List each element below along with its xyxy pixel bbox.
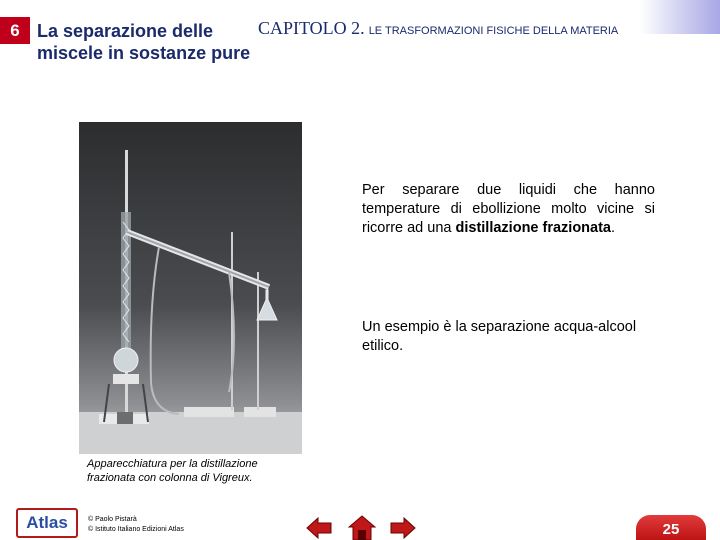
section-number-badge: 6 (0, 17, 30, 44)
key-term: distillazione frazionata (455, 220, 611, 236)
paragraph-end: . (611, 220, 616, 236)
logo-text: Atlas (26, 513, 68, 532)
credit-author: © Paolo Pistarà (88, 516, 137, 523)
chapter-subtitle: LE TRASFORMAZIONI FISICHE DELLA MATERIA (368, 25, 619, 37)
copyright-credits (88, 515, 184, 535)
arrow-left-icon (305, 516, 333, 540)
distillation-apparatus-photo (79, 122, 302, 454)
page-number-badge: 25 (636, 515, 706, 540)
figure-caption: Apparecchiatura per la distillazione frazionata con colonna di Vigreux. (87, 458, 258, 484)
credit-publisher: © Istituto Italiano Edizioni Atlas (88, 526, 184, 533)
chapter-heading (258, 18, 618, 39)
arrow-right-icon (389, 516, 417, 540)
paragraph-text: Per separare due liquidi che hanno temperature di ebollizione molto vicine si ricorre ad una (362, 182, 655, 236)
paragraph-fractional-distillation (362, 181, 655, 238)
page-title: La separazione delle miscele in sostanze pure (37, 21, 251, 63)
header-gradient-decoration (640, 0, 720, 34)
chapter-label: CAPITOLO 2. (258, 18, 365, 38)
next-slide-button[interactable] (388, 514, 418, 540)
home-icon (348, 515, 376, 540)
previous-slide-button[interactable] (304, 514, 334, 540)
home-button[interactable] (347, 514, 377, 540)
paragraph-example: Un esempio è la separazione acqua-alcool etilico. (362, 319, 637, 354)
atlas-logo (16, 508, 78, 538)
